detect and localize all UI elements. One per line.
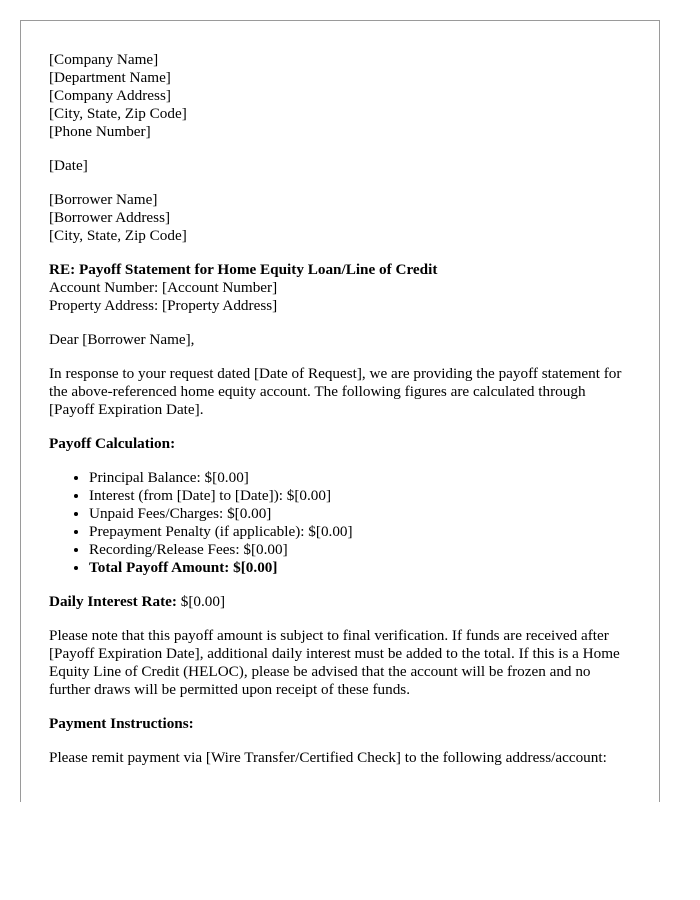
company-address: [Company Address] [49, 87, 171, 104]
borrower-city-state-zip: [City, State, Zip Code] [49, 227, 187, 244]
date-block [49, 157, 631, 175]
company-phone: [Phone Number] [49, 123, 151, 140]
note-paragraph: Please note that this payoff amount is subject to final verification. If funds are received after [Payoff Expiration Date], additional daily interest must be added to the total. If this is a Home Equity Line of Credit (HELOC), please be advised that the account will be frozen and no further draws will be permitted upon receipt of these funds. [49, 627, 620, 698]
sender-block [49, 51, 631, 141]
payoff-list [49, 469, 631, 577]
intro-paragraph: In response to your request dated [Date of Request], we are providing the payoff statement for the above-referenced home equity account. The following figures are calculated through [Payoff Expiration Date]. [49, 365, 622, 418]
payoff-heading: Payoff Calculation: [49, 435, 176, 452]
letter-date: [Date] [49, 157, 88, 174]
department-name: [Department Name] [49, 69, 171, 86]
account-number: Account Number: [Account Number] [49, 279, 278, 296]
daily-interest-label: Daily Interest Rate: [49, 593, 177, 610]
payoff-item-fees: • Unpaid Fees/Charges: $[0.00] [89, 505, 631, 523]
daily-interest-line [49, 593, 631, 611]
payment-paragraph: Please remit payment via [Wire Transfer/Certified Check] to the following address/account: [49, 749, 607, 766]
recipient-block [49, 191, 631, 245]
payoff-item-total: • Total Payoff Amount: $[0.00] [89, 559, 631, 577]
payoff-item-prepayment: • Prepayment Penalty (if applicable): $[0.00] [89, 523, 631, 541]
payoff-item-recording: • Recording/Release Fees: $[0.00] [89, 541, 631, 559]
property-address: Property Address: [Property Address] [49, 297, 278, 314]
letter-page [20, 20, 660, 802]
payoff-item-principal: • Principal Balance: $[0.00] [89, 469, 631, 487]
salutation: Dear [Borrower Name], [49, 331, 195, 348]
payoff-item-interest: • Interest (from [Date] to [Date]): $[0.00] [89, 487, 631, 505]
borrower-name: [Borrower Name] [49, 191, 158, 208]
daily-interest-value: $[0.00] [176, 593, 226, 610]
re-line: RE: Payoff Statement for Home Equity Loan/Line of Credit [49, 261, 438, 278]
company-name: [Company Name] [49, 51, 159, 68]
subject-block [49, 261, 631, 315]
company-city-state-zip: [City, State, Zip Code] [49, 105, 187, 122]
payment-heading: Payment Instructions: [49, 715, 194, 732]
borrower-address: [Borrower Address] [49, 209, 171, 226]
